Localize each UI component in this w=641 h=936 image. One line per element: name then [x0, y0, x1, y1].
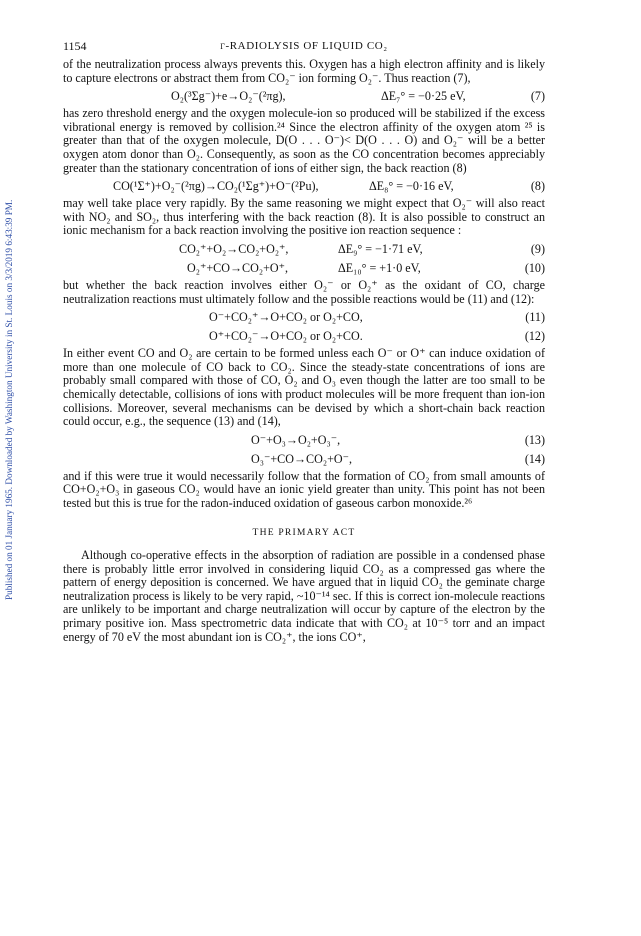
- equation-14: [63, 451, 545, 467]
- equation-energy: ΔE₇° = −0·25 eV,: [381, 89, 466, 104]
- equation-number: (9): [530, 241, 545, 256]
- download-watermark: [4, 120, 18, 600]
- running-head: γ-RADIOLYSIS OF LIQUID CO₂: [220, 40, 388, 52]
- equation-body: O₂⁺+CO→CO₂+O⁺,: [187, 260, 289, 275]
- equation-number: (8): [530, 179, 545, 194]
- equation-energy: ΔE₁₀° = +1·0 eV,: [338, 260, 421, 275]
- equation-number: (12): [524, 329, 545, 344]
- paragraph: but whether the back reaction involves either O₂⁻ or O₂⁺ as the oxidant of CO, charge neutralization reactions must ultimately follow and the possible reactions would be (11) and (12):: [63, 277, 545, 306]
- equation-number: (7): [530, 89, 545, 104]
- equation-13: [63, 432, 545, 448]
- equation-12: [63, 328, 545, 344]
- equation-body: O⁻+O₃→O₂+O₃⁻,: [251, 432, 341, 447]
- equation-energy: ΔE₉° = −1·71 eV,: [338, 241, 423, 256]
- equation-body: CO₂⁺+O₂→CO₂+O₂⁺,: [179, 241, 289, 256]
- equation-energy: ΔE₈° = −0·16 eV,: [369, 179, 454, 194]
- equation-body: O₃⁻+CO→CO₂+O⁻,: [251, 451, 353, 466]
- equation-body: CO(¹Σ⁺)+O₂⁻(²πg)→CO₂(¹Σg⁺)+O⁻(²Pu),: [113, 179, 319, 194]
- equation-number: (11): [525, 310, 545, 325]
- equation-10: [63, 260, 545, 276]
- equation-number: (14): [524, 451, 545, 466]
- paragraph: and if this were true it would necessarily follow that the formation of CO₂ from small amounts of CO+O₂+O₃ in gaseous CO₂ would have an ionic yield greater than unity. This point has not been tested but this is true for the radon-induced oxidation of gaseous carbon monoxide.²⁶: [63, 468, 545, 510]
- equation-number: (13): [524, 432, 545, 447]
- paragraph: of the neutralization process always prevents this. Oxygen has a high electron affinity and is likely to capture electrons or abstract them from CO₂⁻ ion forming O₂⁻. Thus reaction (7),: [63, 57, 545, 85]
- download-watermark-text: Published on 01 January 1965. Downloaded by Washington University in St. Louis on 3/3/2019 6:43:39 PM.: [4, 199, 14, 600]
- equation-body: O⁺+CO₂⁻→O+CO₂ or O₂+CO.: [209, 329, 363, 344]
- page-number: 1154: [63, 39, 87, 53]
- equation-8: [63, 178, 545, 194]
- paragraph: In either event CO and O₂ are certain to be formed unless each O⁻ or O⁺ can induce oxidation of more than one molecule of CO back to CO₂. Since the steady-state concentrations of ions are probably small compared with those of CO, O₂ and O₃ even though the latter are too small to be chemically detectable, collisions of ions with product molecules will be more frequent than ion-ion collisions. Moreover, several mechanisms can be devised by which a short-chain back reaction could occur, e.g., the sequence (13) and (14),: [63, 346, 545, 429]
- equation-body: O⁻+CO₂⁺→O+CO₂ or O₂+CO,: [209, 310, 363, 325]
- article-page: [63, 40, 545, 644]
- paragraph: has zero threshold energy and the oxygen molecule-ion so produced will be stabilized if the excess vibrational energy is removed by collision.²⁴ Since the electron affinity of the oxygen atom ²⁵ is greater than that of the oxygen molecule, D(O . . . O⁻)< D(O . . . O) and O₂⁻ will be a better oxygen atom donor than O₂. Consequently, as soon as the CO concentration becomes appreciably greater than the stationary concentration of ions of either sign, the back reaction (8): [63, 106, 545, 175]
- section-title: THE PRIMARY ACT: [252, 527, 356, 539]
- paragraph: Although co-operative effects in the absorption of radiation are possible in a condensed phase there is probably little error involved in considering liquid CO₂ as a compressed gas where the pattern of energy deposition is concerned. We have argued that in liquid CO₂ the geminate charge neutralization process is likely to be very rapid, ~10⁻¹⁴ sec. If this is correct ion-molecule reactions are unlikely to be important and charge neutralization will occur by capture of the electron by the primary positive ion. Mass spectrometric data indicate that with CO₂ at 10⁻⁵ torr and an impact energy of 70 eV the most abundant ion is CO₂⁺, the ions CO⁺,: [63, 548, 545, 644]
- page-header: [63, 40, 545, 56]
- equation-7: [63, 88, 545, 104]
- equation-number: (10): [524, 260, 545, 275]
- equation-body: O₂(³Σg⁻)+e→O₂⁻(²πg),: [171, 89, 286, 104]
- paragraph: may well take place very rapidly. By the same reasoning we might expect that O₂⁻ will also react with NO₂ and SO₂, thus interfering with the back reaction (8). It is also possible to construct an ionic mechanism for a back reaction involving the positive ion reaction sequence :: [63, 196, 545, 238]
- equation-11: [63, 309, 545, 325]
- equation-9: [63, 241, 545, 257]
